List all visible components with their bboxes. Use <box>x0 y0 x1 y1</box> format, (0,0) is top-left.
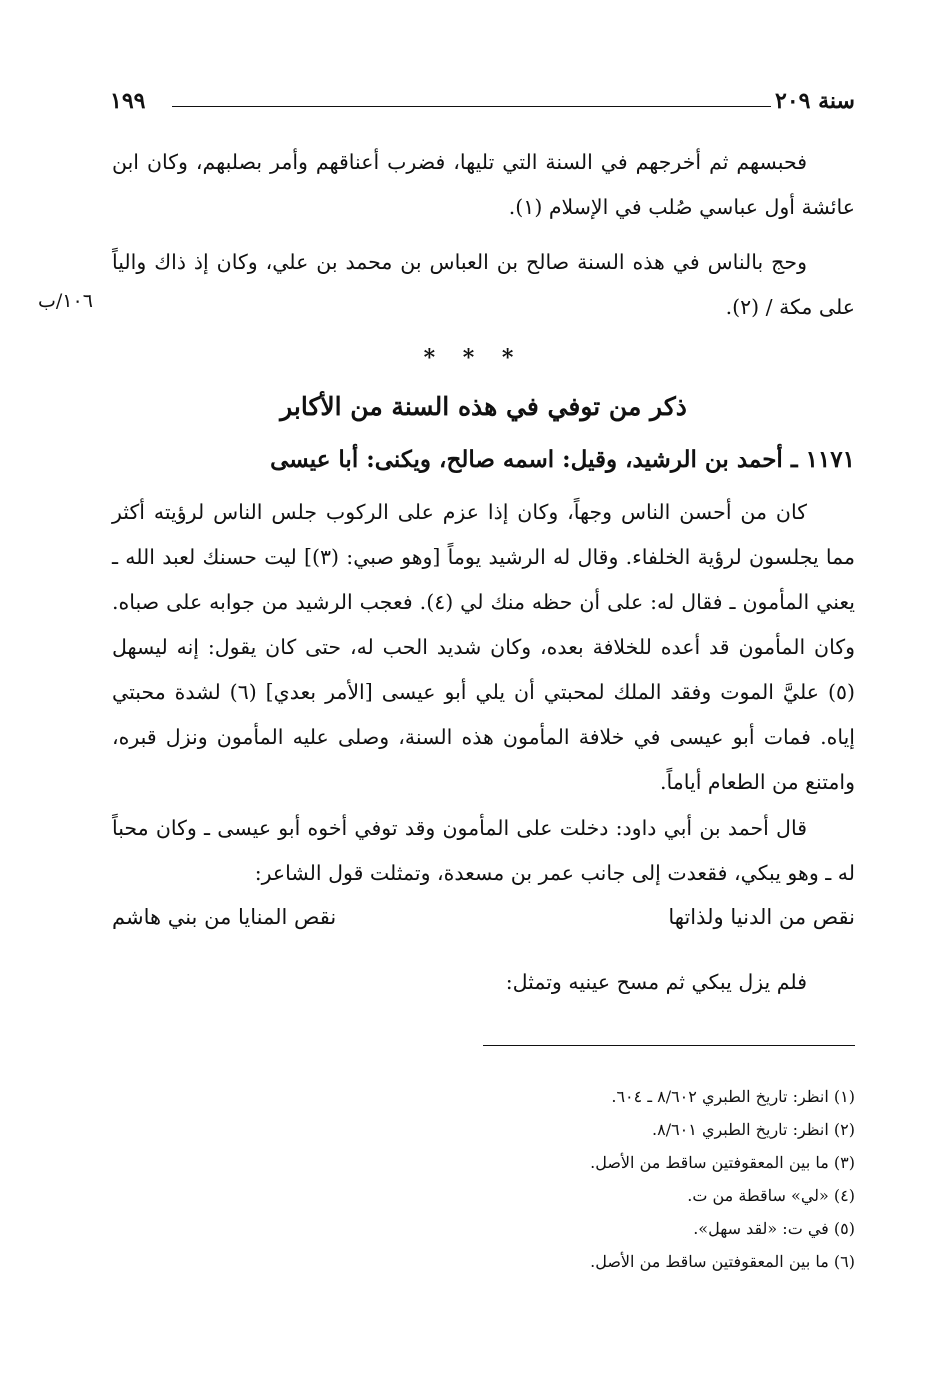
paragraph-1 <box>112 140 855 230</box>
after-verse-line <box>112 960 855 1005</box>
paragraph-text: فلم يزل يبكي ثم مسح عينيه وتمثل: <box>505 970 807 994</box>
footnote-2: (٢) انظر: تاريخ الطبري ٨/٦٠١. <box>652 1120 855 1139</box>
paragraph-text: كان من أحسن الناس وجهاً، وكان إذا عزم على الركوب جلس الناس لرؤيته أكثر مما يجلسون لرؤية الخلفاء. وقال له الرشيد يوماً [وهو صبي: (٣)] ليت حسنك لعبد الله ـ يعني المأمون ـ فقال له: على أن حظه منك لي (٤). فعجب الرشيد من جوابه على صباه. وكان المأمون قد أعده للخلافة بعده، وكان شديد الحب له، حتى كان يقول: إنه ليسهل (٥) عليَّ الموت وفقد الملك لمحبتي أن يلي أبو عيسى [الأمر بعدي] (٦) لشدة محبتي إياه. فمات أبو عيسى في خلافة المأمون هذه السنة، وصلى عليه المأمون ونزل قبره، وامتنع من الطعام أياماً. <box>112 500 856 794</box>
footnote-4: (٤) «لي» ساقطة من ت. <box>687 1186 855 1205</box>
paragraph-text: فحبسهم ثم أخرجهم في السنة التي تليها، فضرب أعناقهم وأمر بصلبهم، وكان ابن عائشة أول عباسي صُلب في الإسلام (١). <box>112 150 855 219</box>
verse-hemistich-first: نقص من الدنيا ولذاتها <box>668 905 855 929</box>
footnotes <box>400 1080 855 1278</box>
footnote-5: (٥) في ت: «لقد سهل». <box>693 1219 855 1238</box>
entry-body-1 <box>112 490 855 805</box>
paragraph-text: وحج بالناس في هذه السنة صالح بن العباس بن محمد بن علي، وكان إذ ذاك والياً على مكة / (٢). <box>112 250 855 319</box>
entry-heading: ١١٧١ ـ أحمد بن الرشيد، وقيل: اسمه صالح، ويكنى: أبا عيسى <box>270 446 855 473</box>
footnote-3: (٣) ما بين المعقوفتين ساقط من الأصل. <box>590 1153 855 1172</box>
paragraph-text: قال أحمد بن أبي داود: دخلت على المأمون وقد توفي أخوه أبو عيسى ـ وكان محباً له ـ وهو يبكي، فقعدت إلى جانب عمر بن مسعدة، وتمثلت قول الشاعر: <box>112 816 855 885</box>
entry-body-2 <box>112 806 855 896</box>
footnote-6: (٦) ما بين المعقوفتين ساقط من الأصل. <box>590 1252 855 1271</box>
page-number: ١٩٩ <box>110 88 146 114</box>
header-rule <box>172 106 771 107</box>
footnote-rule <box>483 1045 855 1046</box>
paragraph-2 <box>112 240 855 330</box>
section-separator-stars: * * * <box>423 345 524 371</box>
margin-folio-note: ١٠٦/ب <box>38 290 93 312</box>
running-header <box>110 88 855 124</box>
verse-hemistich-second: نقص المنايا من بني هاشم <box>112 905 337 929</box>
footnote-1: (١) انظر: تاريخ الطبري ٨/٦٠٢ ـ ٦٠٤. <box>611 1087 855 1106</box>
running-head-year: سنة ٢٠٩ <box>775 88 855 114</box>
poetry-verse <box>112 905 855 949</box>
section-title: ذكر من توفي في هذه السنة من الأكابر <box>280 392 687 421</box>
